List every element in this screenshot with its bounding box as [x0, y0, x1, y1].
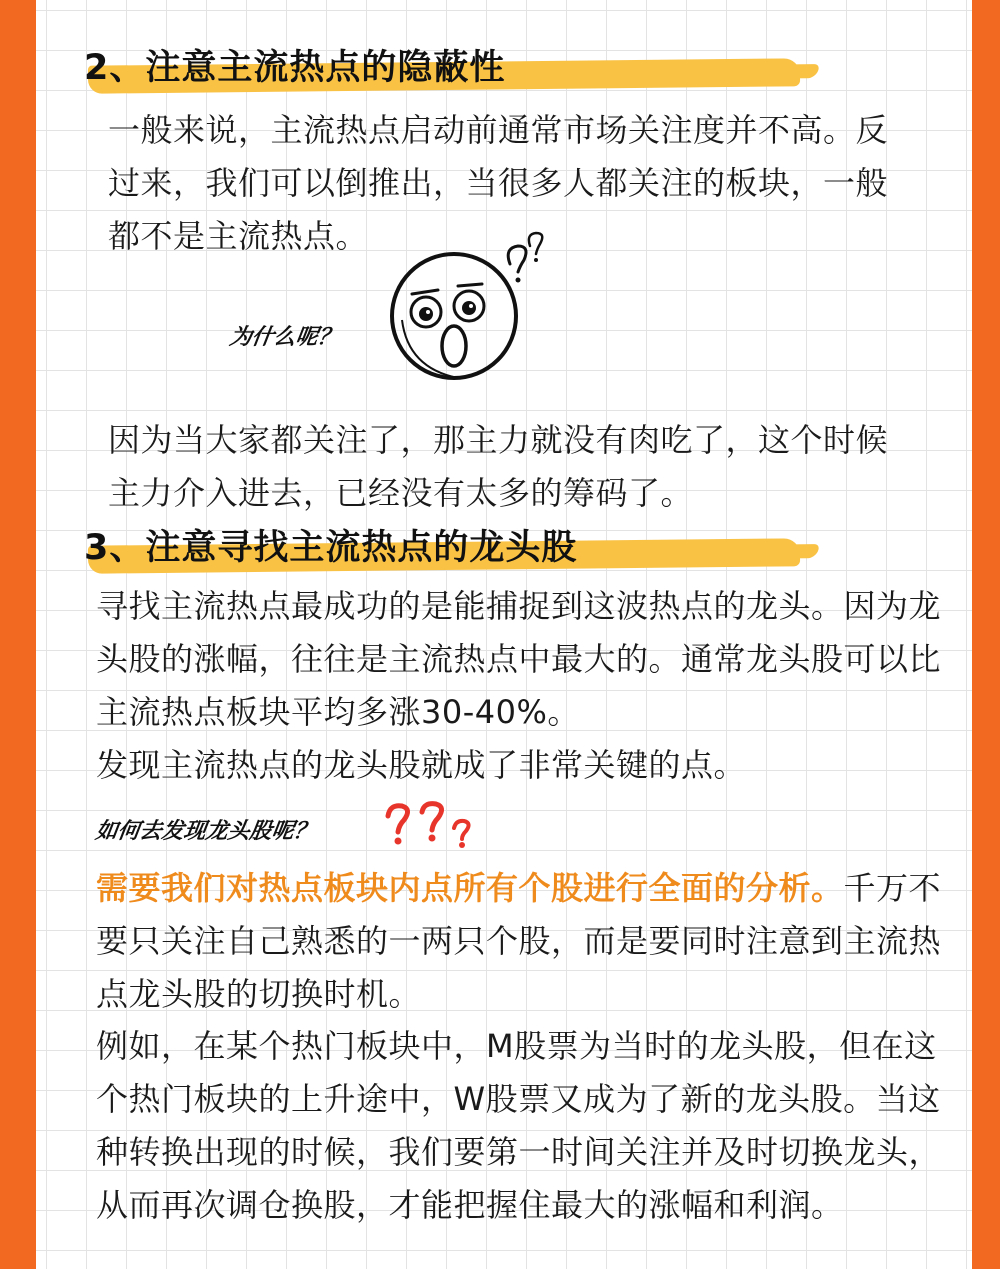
section2-paragraph1: 一般来说，主流热点启动前通常市场关注度并不高。反过来，我们可以倒推出，当很多人都关注的板块，一般都不是主流热点。 — [108, 111, 889, 255]
section3-paragraph2: 发现主流热点的龙头股就成了非常关键的点。 — [96, 746, 747, 784]
section3-paragraph3 — [96, 862, 956, 1021]
section3-paragraph1: 寻找主流热点最成功的是能捕捉到这波热点的龙头。因为龙头股的涨幅，往往是主流热点中最大的。通常龙头股可以比主流热点板块平均多涨30-40%。 — [96, 587, 942, 731]
question-marks-icon — [382, 800, 482, 850]
section3-highlight: 需要我们对热点板块内点所有个股进行全面的分析。 — [96, 869, 844, 907]
section3-heading — [84, 518, 844, 578]
section2-paragraph2: 因为当大家都关注了，那主力就没有肉吃了，这个时候主力介入进去，已经没有太多的筹码了。 — [108, 421, 889, 512]
section2-heading — [84, 38, 844, 98]
section3-paragraph4: 例如，在某个热门板块中，M股票为当时的龙头股，但在这个热门板块的上升途中，W股票又成为了新的龙头股。当这种转换出现的时候，我们要第一时间关注并及时切换龙头，从而再次调仓换股，才能把握住最大的涨幅和利润。 — [96, 1027, 942, 1224]
section3-heading-text: 3、注意寻找主流热点的龙头股 — [84, 528, 578, 568]
section3-callout: 如何去发现龙头股呢？ — [93, 819, 318, 844]
surprised-face-icon — [384, 228, 564, 388]
page — [36, 0, 972, 1269]
section2-callout: 为什么呢？ — [227, 325, 342, 350]
section2-heading-text: 2、注意主流热点的隐蔽性 — [84, 48, 506, 88]
section3-paragraph3-rest: 千万不要只关注自己熟悉的一两只个股，而是要同时注意到主流热点龙头股的切换时机。 — [96, 869, 942, 1013]
